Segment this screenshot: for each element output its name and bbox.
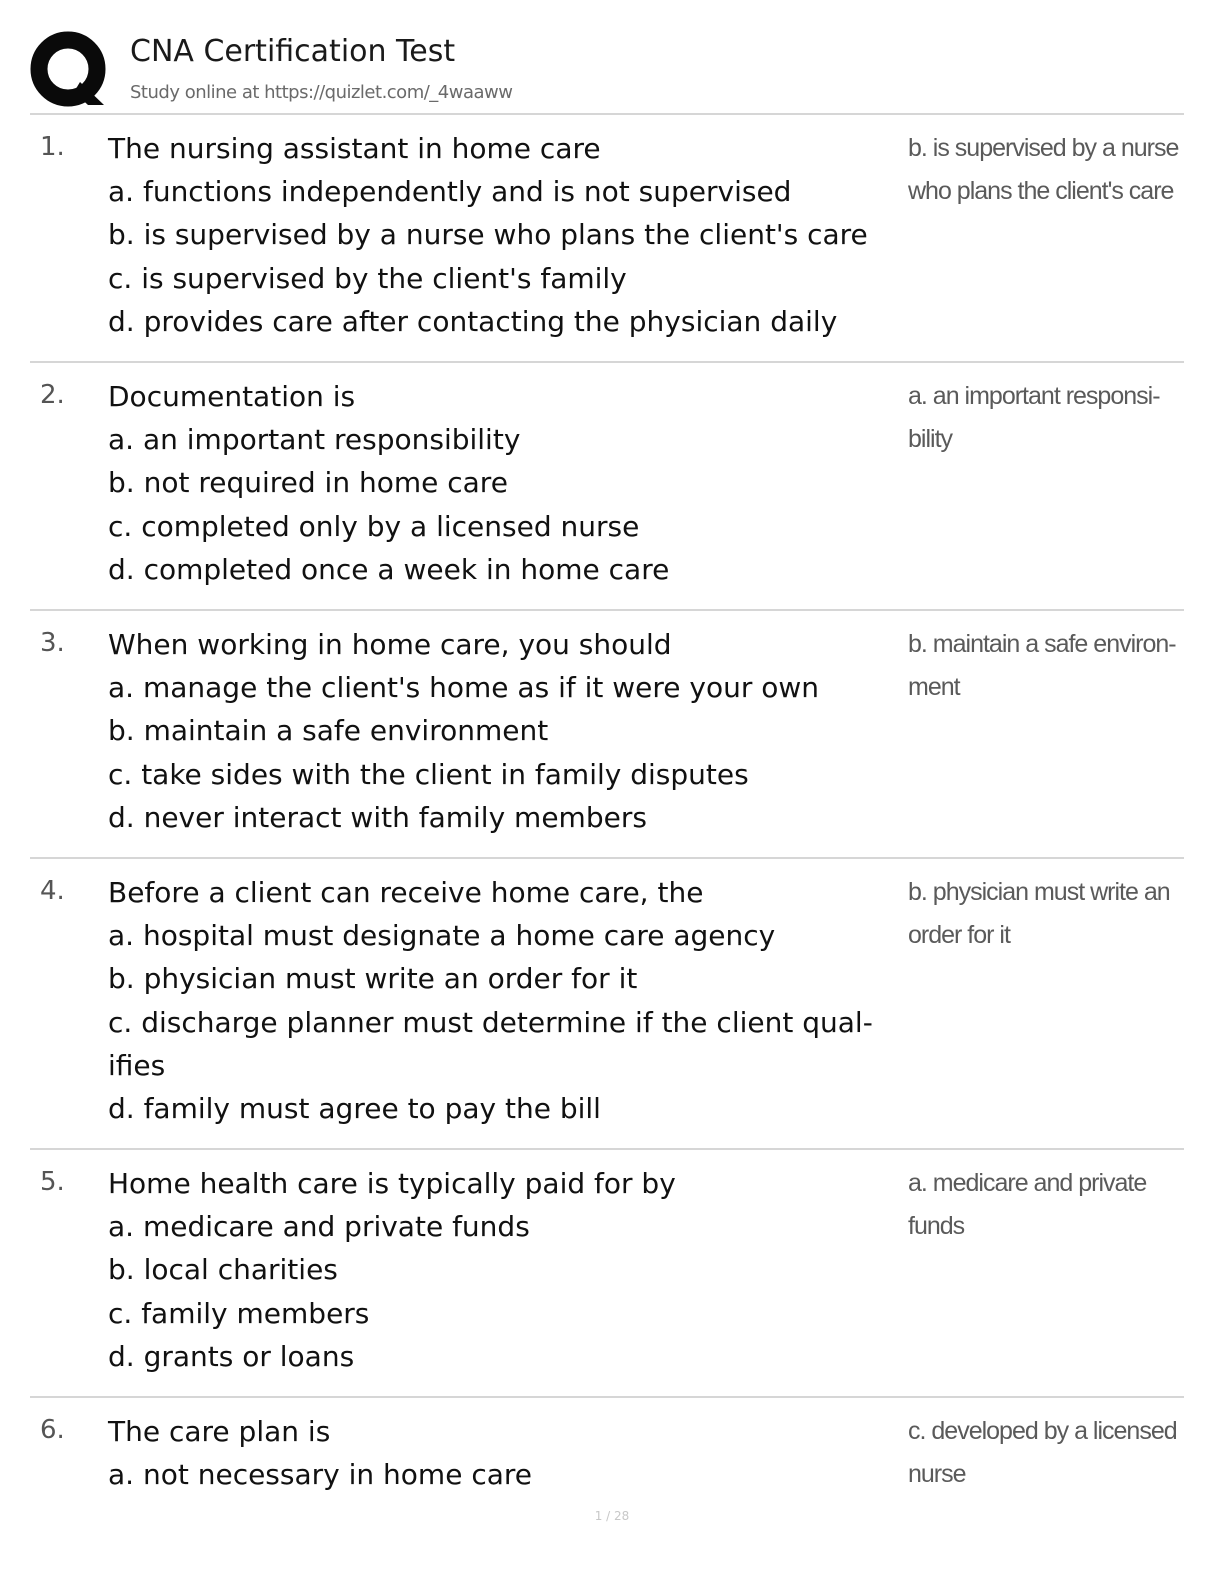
option-d: d. completed once a week in home care <box>108 552 670 586</box>
question-item <box>30 1150 1184 1398</box>
answer-line: nurse <box>908 1460 966 1489</box>
option-a: a. hospital must designate a home care agency <box>108 919 776 953</box>
question-number: 4. <box>40 876 65 906</box>
question-item <box>30 363 1184 611</box>
answer-text <box>908 127 1179 213</box>
page-indicator: 1 / 28 <box>594 1509 630 1523</box>
answer-line: c. developed by a licensed <box>908 1417 1177 1445</box>
question-prompt: Before a client can receive home care, the <box>108 876 704 909</box>
question-text <box>108 871 908 1130</box>
option-d: d. grants or loans <box>108 1339 355 1373</box>
option-c: c. is supervised by the client's family <box>108 261 627 295</box>
document-header <box>30 26 1186 114</box>
question-item <box>30 115 1184 363</box>
answer-line: funds <box>908 1212 965 1241</box>
question-prompt: Documentation is <box>108 380 356 413</box>
option-a: a. an important responsibility <box>108 423 521 457</box>
option-c-continued: ifies <box>108 1048 166 1082</box>
question-number: 5. <box>40 1167 65 1197</box>
option-c: c. family members <box>108 1296 370 1330</box>
question-number: 1. <box>40 132 65 162</box>
answer-line: ment <box>908 673 960 702</box>
option-d: d. provides care after contacting the physician daily <box>108 304 838 338</box>
question-prompt: The nursing assistant in home care <box>108 132 601 165</box>
answer-line: b. physician must write an <box>908 878 1170 906</box>
answer-line: b. is supervised by a nurse <box>908 134 1179 162</box>
option-b: b. physician must write an order for it <box>108 962 638 996</box>
question-number: 3. <box>40 628 65 658</box>
question-number: 2. <box>40 380 65 410</box>
answer-line: order for it <box>908 921 1010 950</box>
option-b: b. maintain a safe environment <box>108 714 549 748</box>
option-a: a. medicare and private funds <box>108 1210 530 1244</box>
answer-text <box>908 1410 1177 1496</box>
question-prompt: Home health care is typically paid for by <box>108 1167 676 1200</box>
option-a: a. manage the client's home as if it were your own <box>108 671 820 705</box>
answer-text <box>908 375 1170 461</box>
question-prompt: When working in home care, you should <box>108 628 672 661</box>
option-c: c. discharge planner must determine if the client qual- <box>108 1005 873 1039</box>
quizlet-q-logo-icon <box>30 30 110 110</box>
option-c: c. take sides with the client in family disputes <box>108 757 749 791</box>
study-link[interactable]: Study online at https://quizlet.com/_4waaww <box>130 82 513 103</box>
question-text <box>108 1410 908 1496</box>
question-item <box>30 611 1184 859</box>
answer-text <box>908 1162 1170 1248</box>
question-number: 6. <box>40 1415 65 1445</box>
option-d: d. family must agree to pay the bill <box>108 1092 601 1126</box>
question-list <box>30 115 1184 1510</box>
option-a: a. functions independently and is not supervised <box>108 175 792 209</box>
answer-line: a. medicare and private <box>908 1169 1147 1197</box>
option-c: c. completed only by a licensed nurse <box>108 509 640 543</box>
option-a: a. not necessary in home care <box>108 1458 533 1492</box>
answer-line: a. an important responsi- <box>908 382 1160 410</box>
question-prompt: The care plan is <box>108 1415 331 1448</box>
option-b: b. not required in home care <box>108 466 508 500</box>
answer-line: who plans the client's care <box>908 177 1174 206</box>
answer-line: bility <box>908 425 953 454</box>
question-text <box>108 623 908 839</box>
answer-text <box>908 623 1176 709</box>
answer-line: b. maintain a safe environ- <box>908 630 1176 658</box>
option-d: d. never interact with family members <box>108 800 647 834</box>
document-title: CNA Certification Test <box>130 34 456 69</box>
option-b: b. local charities <box>108 1253 338 1287</box>
question-text <box>108 375 908 591</box>
answer-text <box>908 871 1170 957</box>
question-item <box>30 1398 1184 1510</box>
question-text <box>108 1162 908 1378</box>
question-text <box>108 127 908 343</box>
question-item <box>30 859 1184 1150</box>
option-b: b. is supervised by a nurse who plans the client's care <box>108 218 868 252</box>
